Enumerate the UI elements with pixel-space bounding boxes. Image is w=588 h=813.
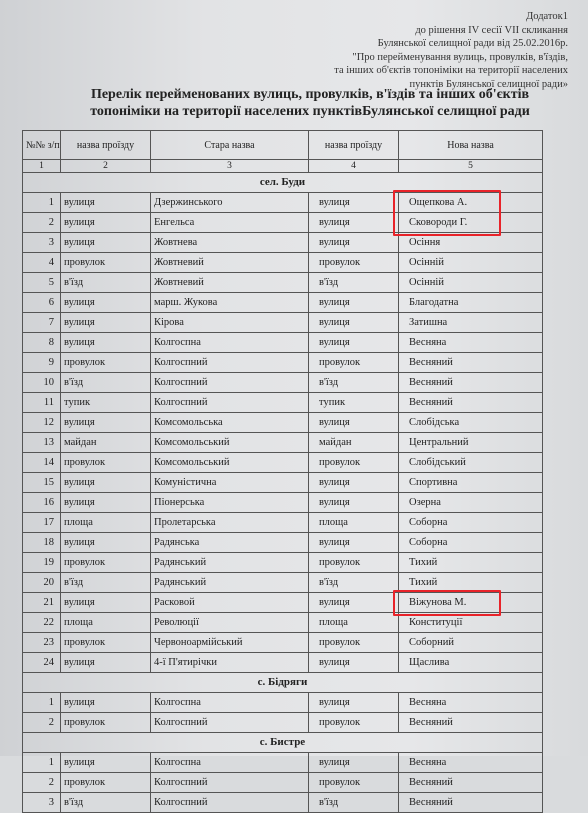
new-street-name: Весняний [399,373,543,393]
table-row [23,453,543,473]
column-number: 1 [23,160,61,173]
new-street-type: в'їзд [309,373,399,393]
table-row [23,553,543,573]
old-street-name: Червоноармійський [151,633,309,653]
old-street-type: в'їзд [61,793,151,813]
old-street-name: Комсомольська [151,413,309,433]
column-number-row [23,160,543,173]
table-row [23,513,543,533]
old-street-type: тупик [61,393,151,413]
row-number: 18 [23,533,61,553]
row-number: 17 [23,513,61,533]
new-street-name: Осіння [399,233,543,253]
table-row [23,653,543,673]
new-street-name: Весняний [399,353,543,373]
table-row [23,313,543,333]
new-street-name: Соборний [399,633,543,653]
table-header-row [23,131,543,160]
header-line: до рішення IV сесії VII скликання [415,24,568,36]
new-street-name: Весняна [399,693,543,713]
old-street-name: Кірова [151,313,309,333]
old-street-type: в'їзд [61,273,151,293]
old-street-type: вулиця [61,493,151,513]
old-street-name: Радянський [151,553,309,573]
table-row [23,253,543,273]
row-number: 21 [23,593,61,613]
new-street-type: провулок [309,353,399,373]
new-street-name: Соборна [399,533,543,553]
old-street-name: Колгоспна [151,333,309,353]
new-street-name: Віжунова М. [399,593,543,613]
new-street-type: вулиця [309,233,399,253]
table-row [23,613,543,633]
old-street-name: Радянський [151,573,309,593]
old-street-name: 4-ї П'ятирічки [151,653,309,673]
table-row [23,473,543,493]
section-name: с. Бистре [23,733,543,753]
new-street-type: вулиця [309,333,399,353]
old-street-name: Енгельса [151,213,309,233]
old-street-name: Колгоспний [151,393,309,413]
old-street-name: Дзержинського [151,193,309,213]
new-street-type: вулиця [309,213,399,233]
table-row [23,633,543,653]
old-street-type: вулиця [61,313,151,333]
table-row [23,273,543,293]
row-number: 2 [23,773,61,793]
row-number: 2 [23,713,61,733]
header-line: "Про перейменування вулиць, провулків, в'їздів, [352,51,568,63]
row-number: 3 [23,233,61,253]
new-street-name: Весняна [399,333,543,353]
table-row [23,793,543,813]
new-street-name: Весняний [399,793,543,813]
new-street-name: Тихий [399,553,543,573]
document-title [60,86,560,120]
old-street-type: вулиця [61,213,151,233]
table-body [23,173,543,813]
old-street-name: Піонерська [151,493,309,513]
row-number: 1 [23,193,61,213]
column-number: 3 [151,160,309,173]
new-street-name: Конституції [399,613,543,633]
old-street-name: Радянська [151,533,309,553]
new-street-name: Весняний [399,393,543,413]
old-street-type: провулок [61,253,151,273]
row-number: 5 [23,273,61,293]
new-street-name: Спортивна [399,473,543,493]
new-street-type: провулок [309,253,399,273]
new-street-type: вулиця [309,493,399,513]
table-row [23,433,543,453]
header-line: та інших об'єктів топоніміки на території населених [334,65,568,76]
new-street-name: Ощепкова А. [399,193,543,213]
header-old-name: Стара назва [151,131,309,160]
table-row [23,373,543,393]
row-number: 8 [23,333,61,353]
table-row [23,693,543,713]
new-street-name: Щаслива [399,653,543,673]
new-street-name: Сковороди Г. [399,213,543,233]
table-row [23,293,543,313]
table-row [23,713,543,733]
highlight-box [393,190,501,236]
row-number: 1 [23,693,61,713]
old-street-type: вулиця [61,333,151,353]
new-street-name: Тихий [399,573,543,593]
old-street-name: Колгоспний [151,773,309,793]
row-number: 4 [23,253,61,273]
old-street-name: Колгоспний [151,353,309,373]
new-street-name: Осінній [399,273,543,293]
old-street-name: Комсомольський [151,453,309,473]
row-number: 11 [23,393,61,413]
old-street-type: вулиця [61,413,151,433]
old-street-type: вулиця [61,653,151,673]
new-street-type: вулиця [309,533,399,553]
old-street-name: Революції [151,613,309,633]
row-number: 22 [23,613,61,633]
old-street-type: майдан [61,433,151,453]
column-number: 2 [61,160,151,173]
table-row [23,333,543,353]
row-number: 6 [23,293,61,313]
section-row [23,733,543,753]
old-street-type: провулок [61,553,151,573]
row-number: 23 [23,633,61,653]
header-old-type: назва проїзду [61,131,151,160]
row-number: 2 [23,213,61,233]
new-street-type: провулок [309,713,399,733]
new-street-type: в'їзд [309,793,399,813]
table-row [23,533,543,553]
old-street-type: провулок [61,633,151,653]
new-street-name: Слобідська [399,413,543,433]
old-street-name: Колгоспний [151,373,309,393]
new-street-type: вулиця [309,693,399,713]
new-street-type: вулиця [309,753,399,773]
old-street-type: провулок [61,773,151,793]
old-street-name: Колгоспний [151,713,309,733]
row-number: 15 [23,473,61,493]
new-street-type: провулок [309,453,399,473]
old-street-type: вулиця [61,753,151,773]
row-number: 13 [23,433,61,453]
new-street-name: Озерна [399,493,543,513]
column-number: 5 [399,160,543,173]
old-street-type: вулиця [61,533,151,553]
old-street-name: Колгоспна [151,753,309,773]
row-number: 1 [23,753,61,773]
old-street-type: в'їзд [61,573,151,593]
new-street-type: вулиця [309,473,399,493]
new-street-name: Весняний [399,713,543,733]
section-name: сел. Буди [23,173,543,193]
table-row [23,353,543,373]
new-street-name: Слобідський [399,453,543,473]
old-street-name: Пролетарська [151,513,309,533]
row-number: 20 [23,573,61,593]
row-number: 7 [23,313,61,333]
old-street-name: Комсомольський [151,433,309,453]
old-street-name: Колгоспна [151,693,309,713]
document-header [268,10,568,91]
new-street-name: Весняний [399,773,543,793]
old-street-type: площа [61,613,151,633]
old-street-type: провулок [61,453,151,473]
new-street-type: в'їзд [309,273,399,293]
header-new-name: Нова назва [399,131,543,160]
table-row [23,493,543,513]
old-street-type: вулиця [61,473,151,493]
table-row [23,413,543,433]
old-street-type: вулиця [61,233,151,253]
row-number: 16 [23,493,61,513]
row-number: 10 [23,373,61,393]
new-street-name: Благодатна [399,293,543,313]
row-number: 24 [23,653,61,673]
section-name: с. Бідряги [23,673,543,693]
old-street-name: Жовтневий [151,253,309,273]
header-new-type: назва проїзду [309,131,399,160]
highlight-box [393,590,501,616]
old-street-name: Колгоспний [151,793,309,813]
old-street-type: провулок [61,353,151,373]
section-row [23,673,543,693]
title-line-2: топоніміки на території населених пунктівБулянської селищної ради [90,104,530,119]
header-line: пунктів Булянської селищної ради» [409,78,568,90]
new-street-type: вулиця [309,193,399,213]
header-line: Булянської селищної ради від 25.02.2016р. [377,38,568,49]
old-street-type: вулиця [61,193,151,213]
column-number: 4 [309,160,399,173]
new-street-type: вулиця [309,653,399,673]
new-street-type: провулок [309,773,399,793]
old-street-type: вулиця [61,693,151,713]
new-street-type: провулок [309,553,399,573]
header-line: Додаток1 [526,11,568,22]
new-street-name: Центральний [399,433,543,453]
table-row [23,233,543,253]
old-street-type: вулиця [61,293,151,313]
header-number: №№ з/п [23,131,61,160]
new-street-type: майдан [309,433,399,453]
new-street-type: вулиця [309,313,399,333]
old-street-name: Комуністична [151,473,309,493]
new-street-type: площа [309,513,399,533]
new-street-type: вулиця [309,413,399,433]
old-street-type: площа [61,513,151,533]
row-number: 14 [23,453,61,473]
old-street-type: вулиця [61,593,151,613]
old-street-name: Жовтневий [151,273,309,293]
new-street-type: вулиця [309,293,399,313]
new-street-name: Осінній [399,253,543,273]
new-street-type: провулок [309,633,399,653]
new-street-type: тупик [309,393,399,413]
row-number: 9 [23,353,61,373]
new-street-name: Весняна [399,753,543,773]
row-number: 3 [23,793,61,813]
old-street-name: Расковой [151,593,309,613]
row-number: 19 [23,553,61,573]
table-row [23,393,543,413]
new-street-name: Соборна [399,513,543,533]
new-street-name: Затишна [399,313,543,333]
new-street-type: в'їзд [309,573,399,593]
row-number: 12 [23,413,61,433]
old-street-name: марш. Жукова [151,293,309,313]
old-street-type: провулок [61,713,151,733]
old-street-type: в'їзд [61,373,151,393]
old-street-name: Жовтнева [151,233,309,253]
table-row [23,773,543,793]
new-street-type: вулиця [309,593,399,613]
new-street-type: площа [309,613,399,633]
title-line-1: Перелік перейменованих вулиць, провулків, в'їздів та інших об'єктів [90,87,530,102]
